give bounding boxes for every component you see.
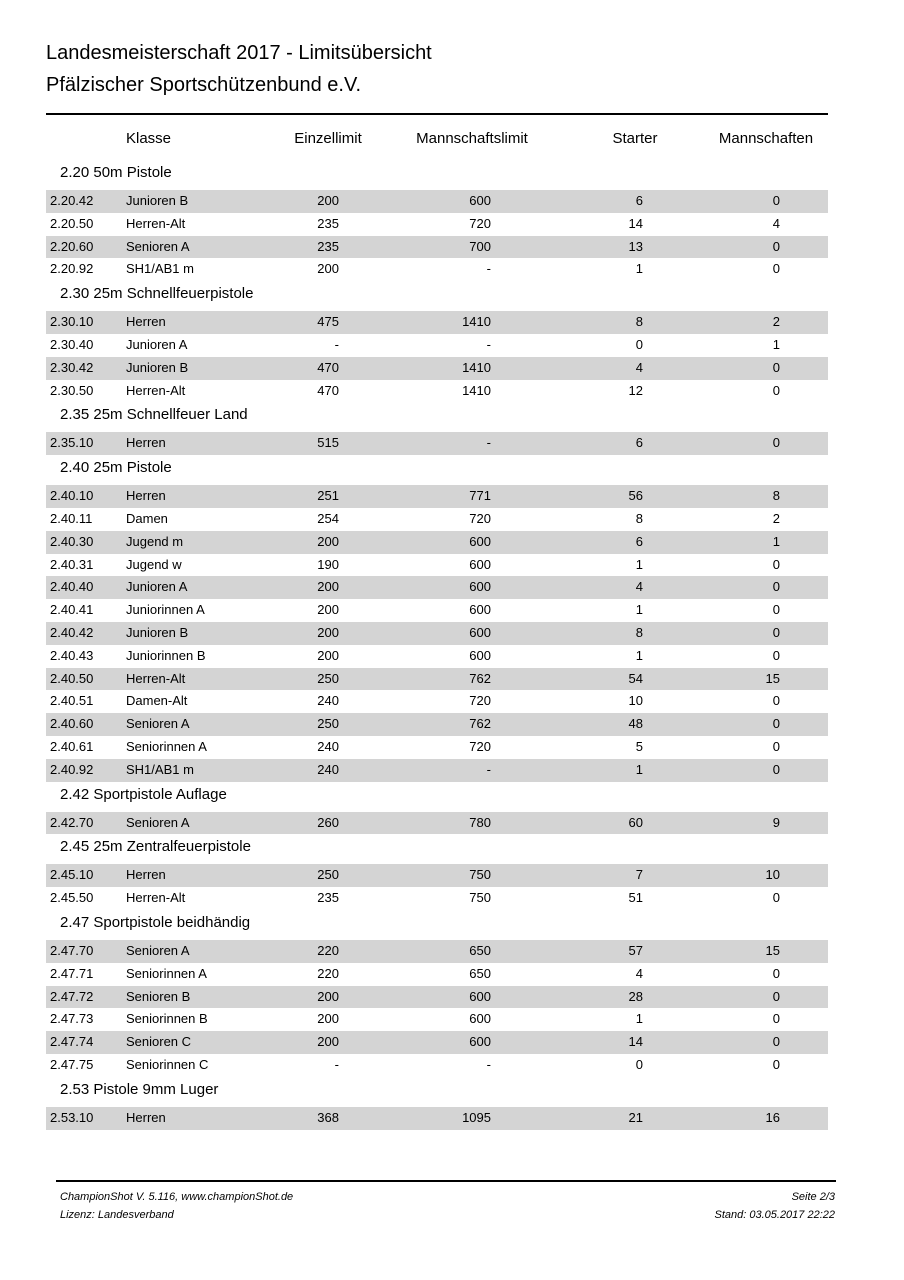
column-header-einzellimit: Einzellimit: [294, 130, 362, 147]
cell-klasse: Junioren B: [126, 624, 189, 640]
cell-mannschaftslimit: 600: [469, 1034, 491, 1050]
section-header: [46, 160, 828, 190]
cell-klasse: Junioren B: [126, 193, 189, 208]
cell-mannschaftslimit: -: [486, 336, 491, 352]
cell-klasse: Damen: [126, 510, 168, 526]
cell-klasse: Herren-Alt: [126, 382, 186, 398]
cell-mannschaften: 0: [772, 988, 780, 1004]
table-row: [46, 736, 828, 759]
table-row: [46, 576, 828, 599]
table-row: [46, 380, 828, 403]
cell-mannschaftslimit: 600: [469, 556, 491, 572]
cell-mannschaftslimit: 780: [469, 814, 491, 830]
cell-einzellimit: 250: [317, 670, 339, 686]
cell-klasse: Herren-Alt: [126, 890, 186, 906]
section-header: [46, 281, 828, 311]
cell-mannschaftslimit: 750: [469, 867, 491, 883]
table-row: [46, 357, 828, 380]
cell-mannschaftslimit: 600: [469, 579, 491, 595]
cell-code: 2.40.42: [50, 624, 94, 640]
cell-klasse: Junioren A: [126, 336, 188, 352]
cell-klasse: Senioren A: [126, 814, 190, 830]
table-row: [46, 334, 828, 357]
cell-starter: 6: [635, 193, 643, 208]
cell-mannschaftslimit: 1410: [462, 314, 491, 330]
footer-page-number: Seite 2/3: [791, 1191, 835, 1203]
footer-divider: [56, 1180, 836, 1182]
cell-mannschaften: 0: [772, 647, 780, 663]
cell-mannschaften: 0: [772, 716, 780, 732]
cell-code: 2.30.42: [50, 359, 94, 375]
cell-klasse: Seniorinnen C: [126, 1056, 209, 1072]
cell-starter: 51: [628, 890, 643, 906]
cell-code: 2.47.73: [50, 1011, 94, 1027]
cell-code: 2.47.71: [50, 965, 94, 981]
cell-mannschaften: 4: [772, 215, 780, 231]
cell-starter: 4: [635, 579, 643, 595]
table-row: [46, 668, 828, 691]
cell-klasse: Senioren C: [126, 1034, 192, 1050]
cell-code: 2.40.43: [50, 647, 94, 663]
cell-mannschaften: 9: [772, 814, 780, 830]
section-title: 2.45 25m Zentralfeuerpistole: [60, 838, 251, 856]
section-title: 2.30 25m Schnellfeuerpistole: [60, 285, 254, 303]
cell-mannschaften: 0: [772, 261, 780, 277]
cell-einzellimit: 235: [317, 215, 339, 231]
cell-einzellimit: 515: [317, 435, 339, 451]
cell-mannschaftslimit: 650: [469, 965, 491, 981]
cell-starter: 60: [628, 814, 643, 830]
section-title: 2.20 50m Pistole: [60, 164, 172, 181]
cell-mannschaften: 0: [772, 624, 780, 640]
section-header: [46, 782, 828, 812]
cell-mannschaften: 0: [772, 382, 780, 398]
footer-license: Lizenz: Landesverband: [60, 1209, 174, 1221]
cell-mannschaften: 0: [772, 579, 780, 595]
cell-klasse: Herren: [126, 314, 166, 330]
cell-starter: 28: [628, 988, 643, 1004]
cell-mannschaften: 0: [772, 890, 780, 906]
cell-code: 2.45.10: [50, 867, 94, 883]
cell-code: 2.42.70: [50, 814, 94, 830]
table-row: [46, 432, 828, 455]
cell-starter: 1: [635, 647, 643, 663]
cell-starter: 4: [635, 965, 643, 981]
cell-mannschaftslimit: 650: [469, 942, 491, 958]
table-row: [46, 554, 828, 577]
section-title: 2.40 25m Pistole: [60, 459, 172, 477]
cell-mannschaften: 0: [772, 1034, 780, 1050]
cell-starter: 1: [635, 1011, 643, 1027]
cell-starter: 5: [635, 738, 643, 754]
cell-einzellimit: 200: [317, 1034, 339, 1050]
cell-mannschaften: 0: [772, 1056, 780, 1072]
cell-mannschaften: 2: [772, 510, 780, 526]
table-row: [46, 887, 828, 910]
cell-mannschaftslimit: 771: [469, 488, 491, 504]
cell-mannschaften: 0: [772, 359, 780, 375]
table-row: [46, 190, 828, 213]
cell-einzellimit: 368: [317, 1109, 339, 1125]
section-header: [46, 1077, 828, 1107]
cell-mannschaften: 0: [772, 238, 780, 254]
column-header-mannschaftslimit: Mannschaftslimit: [416, 130, 528, 147]
cell-code: 2.40.50: [50, 670, 94, 686]
cell-einzellimit: 470: [317, 382, 339, 398]
cell-mannschaften: 0: [772, 435, 780, 451]
cell-mannschaften: 0: [772, 193, 780, 208]
cell-klasse: Herren-Alt: [126, 670, 186, 686]
cell-code: 2.40.92: [50, 761, 94, 777]
cell-mannschaften: 1: [772, 336, 780, 352]
cell-mannschaftslimit: 720: [469, 215, 491, 231]
cell-starter: 6: [635, 533, 643, 549]
cell-code: 2.30.50: [50, 382, 94, 398]
cell-code: 2.30.10: [50, 314, 94, 330]
cell-mannschaften: 0: [772, 738, 780, 754]
cell-klasse: Juniorinnen A: [126, 602, 205, 618]
cell-mannschaftslimit: 600: [469, 1011, 491, 1027]
column-header-klasse: Klasse: [126, 130, 172, 147]
cell-mannschaftslimit: 600: [469, 533, 491, 549]
cell-starter: 1: [635, 556, 643, 572]
cell-code: 2.47.70: [50, 942, 94, 958]
cell-einzellimit: 250: [317, 867, 339, 883]
cell-code: 2.40.61: [50, 738, 94, 754]
cell-starter: 57: [628, 942, 643, 958]
table-row: [46, 1107, 828, 1130]
cell-starter: 4: [635, 359, 643, 375]
cell-einzellimit: 240: [317, 693, 339, 709]
cell-klasse: Damen-Alt: [126, 693, 188, 709]
cell-einzellimit: 475: [317, 314, 339, 330]
cell-code: 2.40.40: [50, 579, 94, 595]
table-row: [46, 599, 828, 622]
section-title: 2.47 Sportpistole beidhändig: [60, 913, 251, 931]
cell-starter: 0: [635, 1056, 643, 1072]
cell-klasse: Herren: [126, 488, 166, 504]
cell-mannschaftslimit: 1095: [462, 1109, 491, 1125]
table-row: [46, 311, 828, 334]
section-title: 2.53 Pistole 9mm Luger: [60, 1080, 219, 1098]
cell-einzellimit: 190: [317, 556, 339, 572]
cell-code: 2.40.60: [50, 716, 94, 732]
cell-mannschaftslimit: -: [486, 1056, 491, 1072]
cell-mannschaften: 0: [772, 693, 780, 709]
cell-mannschaften: 15: [765, 670, 780, 686]
cell-starter: 12: [628, 382, 643, 398]
section-title: 2.42 Sportpistole Auflage: [60, 785, 227, 803]
cell-code: 2.47.74: [50, 1034, 94, 1050]
cell-klasse: SH1/AB1 m: [126, 261, 194, 277]
cell-klasse: Herren: [126, 1109, 166, 1125]
table-row: [46, 864, 828, 887]
cell-klasse: Senioren A: [126, 942, 190, 958]
table-row: [46, 963, 828, 986]
cell-starter: 48: [628, 716, 643, 732]
cell-einzellimit: 200: [317, 988, 339, 1004]
cell-mannschaftslimit: 600: [469, 624, 491, 640]
cell-starter: 14: [628, 1034, 643, 1050]
cell-mannschaften: 8: [772, 488, 780, 504]
cell-code: 2.40.51: [50, 693, 94, 709]
section-header: [46, 910, 828, 940]
cell-code: 2.47.75: [50, 1056, 94, 1072]
cell-starter: 7: [635, 867, 643, 883]
cell-starter: 0: [635, 336, 643, 352]
table-row: [46, 213, 828, 236]
cell-code: 2.20.92: [50, 261, 94, 277]
cell-einzellimit: 200: [317, 193, 339, 208]
cell-einzellimit: 260: [317, 814, 339, 830]
cell-mannschaftslimit: 600: [469, 647, 491, 663]
cell-einzellimit: 254: [317, 510, 339, 526]
cell-code: 2.20.42: [50, 193, 94, 208]
cell-mannschaftslimit: 720: [469, 510, 491, 526]
cell-mannschaftslimit: -: [486, 261, 491, 277]
cell-starter: 56: [628, 488, 643, 504]
cell-mannschaftslimit: 600: [469, 988, 491, 1004]
cell-klasse: Senioren B: [126, 988, 191, 1004]
section-header: [46, 834, 828, 864]
cell-einzellimit: 200: [317, 624, 339, 640]
cell-klasse: Herren-Alt: [126, 215, 186, 231]
cell-code: 2.20.60: [50, 238, 94, 254]
cell-starter: 13: [628, 238, 643, 254]
cell-klasse: Jugend m: [126, 533, 184, 549]
section-title: 2.35 25m Schnellfeuer Land: [60, 406, 248, 424]
cell-klasse: Juniorinnen B: [126, 647, 206, 663]
cell-mannschaften: 0: [772, 556, 780, 572]
cell-einzellimit: 470: [317, 359, 339, 375]
section-header: [46, 402, 828, 432]
cell-mannschaftslimit: -: [486, 761, 491, 777]
table-row: [46, 531, 828, 554]
cell-klasse: Herren: [126, 867, 166, 883]
cell-klasse: Junioren A: [126, 579, 188, 595]
cell-mannschaften: 15: [765, 942, 780, 958]
cell-code: 2.47.72: [50, 988, 94, 1004]
table-row: [46, 485, 828, 508]
cell-code: 2.40.41: [50, 602, 94, 618]
cell-klasse: SH1/AB1 m: [126, 761, 194, 777]
cell-einzellimit: -: [334, 1056, 339, 1072]
cell-mannschaftslimit: 720: [469, 693, 491, 709]
cell-starter: 1: [635, 602, 643, 618]
cell-code: 2.40.11: [50, 510, 93, 526]
cell-einzellimit: 240: [317, 738, 339, 754]
cell-starter: 6: [635, 435, 643, 451]
cell-mannschaftslimit: 750: [469, 890, 491, 906]
cell-code: 2.53.10: [50, 1109, 94, 1125]
table-row: [46, 812, 828, 835]
cell-mannschaftslimit: 600: [469, 193, 491, 208]
table-row: [46, 1008, 828, 1031]
header-divider: [46, 113, 828, 115]
cell-code: 2.45.50: [50, 890, 94, 906]
cell-mannschaftslimit: -: [486, 435, 491, 451]
cell-mannschaftslimit: 762: [469, 716, 491, 732]
cell-einzellimit: 200: [317, 602, 339, 618]
cell-starter: 8: [635, 510, 643, 526]
column-header-mannschaften: Mannschaften: [718, 130, 814, 147]
cell-einzellimit: -: [334, 336, 339, 352]
cell-starter: 8: [635, 624, 643, 640]
footer-timestamp: Stand: 03.05.2017 22:22: [714, 1209, 835, 1221]
table-row: [46, 236, 828, 259]
cell-mannschaftslimit: 1410: [462, 382, 491, 398]
cell-klasse: Jugend w: [126, 556, 182, 572]
cell-einzellimit: 220: [317, 965, 339, 981]
table-row: [46, 1054, 828, 1077]
cell-klasse: Senioren A: [126, 238, 190, 254]
cell-einzellimit: 235: [317, 890, 339, 906]
cell-mannschaftslimit: 762: [469, 670, 491, 686]
table-row: [46, 986, 828, 1009]
cell-einzellimit: 250: [317, 716, 339, 732]
limits-table: [46, 160, 828, 1130]
table-row: [46, 690, 828, 713]
cell-einzellimit: 200: [317, 647, 339, 663]
cell-mannschaftslimit: 720: [469, 738, 491, 754]
cell-einzellimit: 200: [317, 533, 339, 549]
table-row: [46, 759, 828, 782]
cell-mannschaften: 1: [772, 533, 780, 549]
cell-mannschaftslimit: 1410: [462, 359, 491, 375]
table-row: [46, 258, 828, 281]
table-row: [46, 645, 828, 668]
table-row: [46, 940, 828, 963]
table-row: [46, 622, 828, 645]
organization-name: Pfälzischer Sportschützenbund e.V.: [46, 74, 362, 96]
cell-einzellimit: 200: [317, 579, 339, 595]
table-row: [46, 1031, 828, 1054]
cell-starter: 8: [635, 314, 643, 330]
cell-mannschaftslimit: 600: [469, 602, 491, 618]
cell-code: 2.40.10: [50, 488, 94, 504]
cell-mannschaften: 10: [765, 867, 780, 883]
table-row: [46, 713, 828, 736]
cell-code: 2.35.10: [50, 435, 94, 451]
cell-klasse: Junioren B: [126, 359, 189, 375]
cell-klasse: Seniorinnen A: [126, 965, 207, 981]
table-row: [46, 508, 828, 531]
section-header: [46, 455, 828, 485]
cell-einzellimit: 235: [317, 238, 339, 254]
cell-einzellimit: 200: [317, 1011, 339, 1027]
cell-mannschaften: 16: [765, 1109, 780, 1125]
cell-klasse: Herren: [126, 435, 166, 451]
cell-code: 2.40.30: [50, 533, 94, 549]
cell-mannschaftslimit: 700: [469, 238, 491, 254]
cell-starter: 10: [628, 693, 643, 709]
cell-einzellimit: 220: [317, 942, 339, 958]
cell-mannschaften: 0: [772, 602, 780, 618]
cell-mannschaften: 0: [772, 1011, 780, 1027]
cell-starter: 54: [628, 670, 643, 686]
cell-code: 2.40.31: [50, 556, 94, 572]
cell-mannschaften: 0: [772, 965, 780, 981]
page-title: Landesmeisterschaft 2017 - Limitsübersicht: [46, 42, 432, 64]
cell-mannschaften: 0: [772, 761, 780, 777]
cell-einzellimit: 200: [317, 261, 339, 277]
cell-starter: 1: [635, 261, 643, 277]
cell-starter: 14: [628, 215, 643, 231]
cell-code: 2.30.40: [50, 336, 94, 352]
cell-klasse: Seniorinnen A: [126, 738, 207, 754]
cell-mannschaften: 2: [772, 314, 780, 330]
cell-starter: 21: [628, 1109, 643, 1125]
cell-starter: 1: [635, 761, 643, 777]
column-header-starter: Starter: [612, 130, 658, 147]
cell-einzellimit: 251: [317, 488, 339, 504]
cell-einzellimit: 240: [317, 761, 339, 777]
cell-klasse: Seniorinnen B: [126, 1011, 208, 1027]
cell-klasse: Senioren A: [126, 716, 190, 732]
footer-software: ChampionShot V. 5.116, www.championShot.de: [60, 1191, 294, 1203]
cell-code: 2.20.50: [50, 215, 94, 231]
